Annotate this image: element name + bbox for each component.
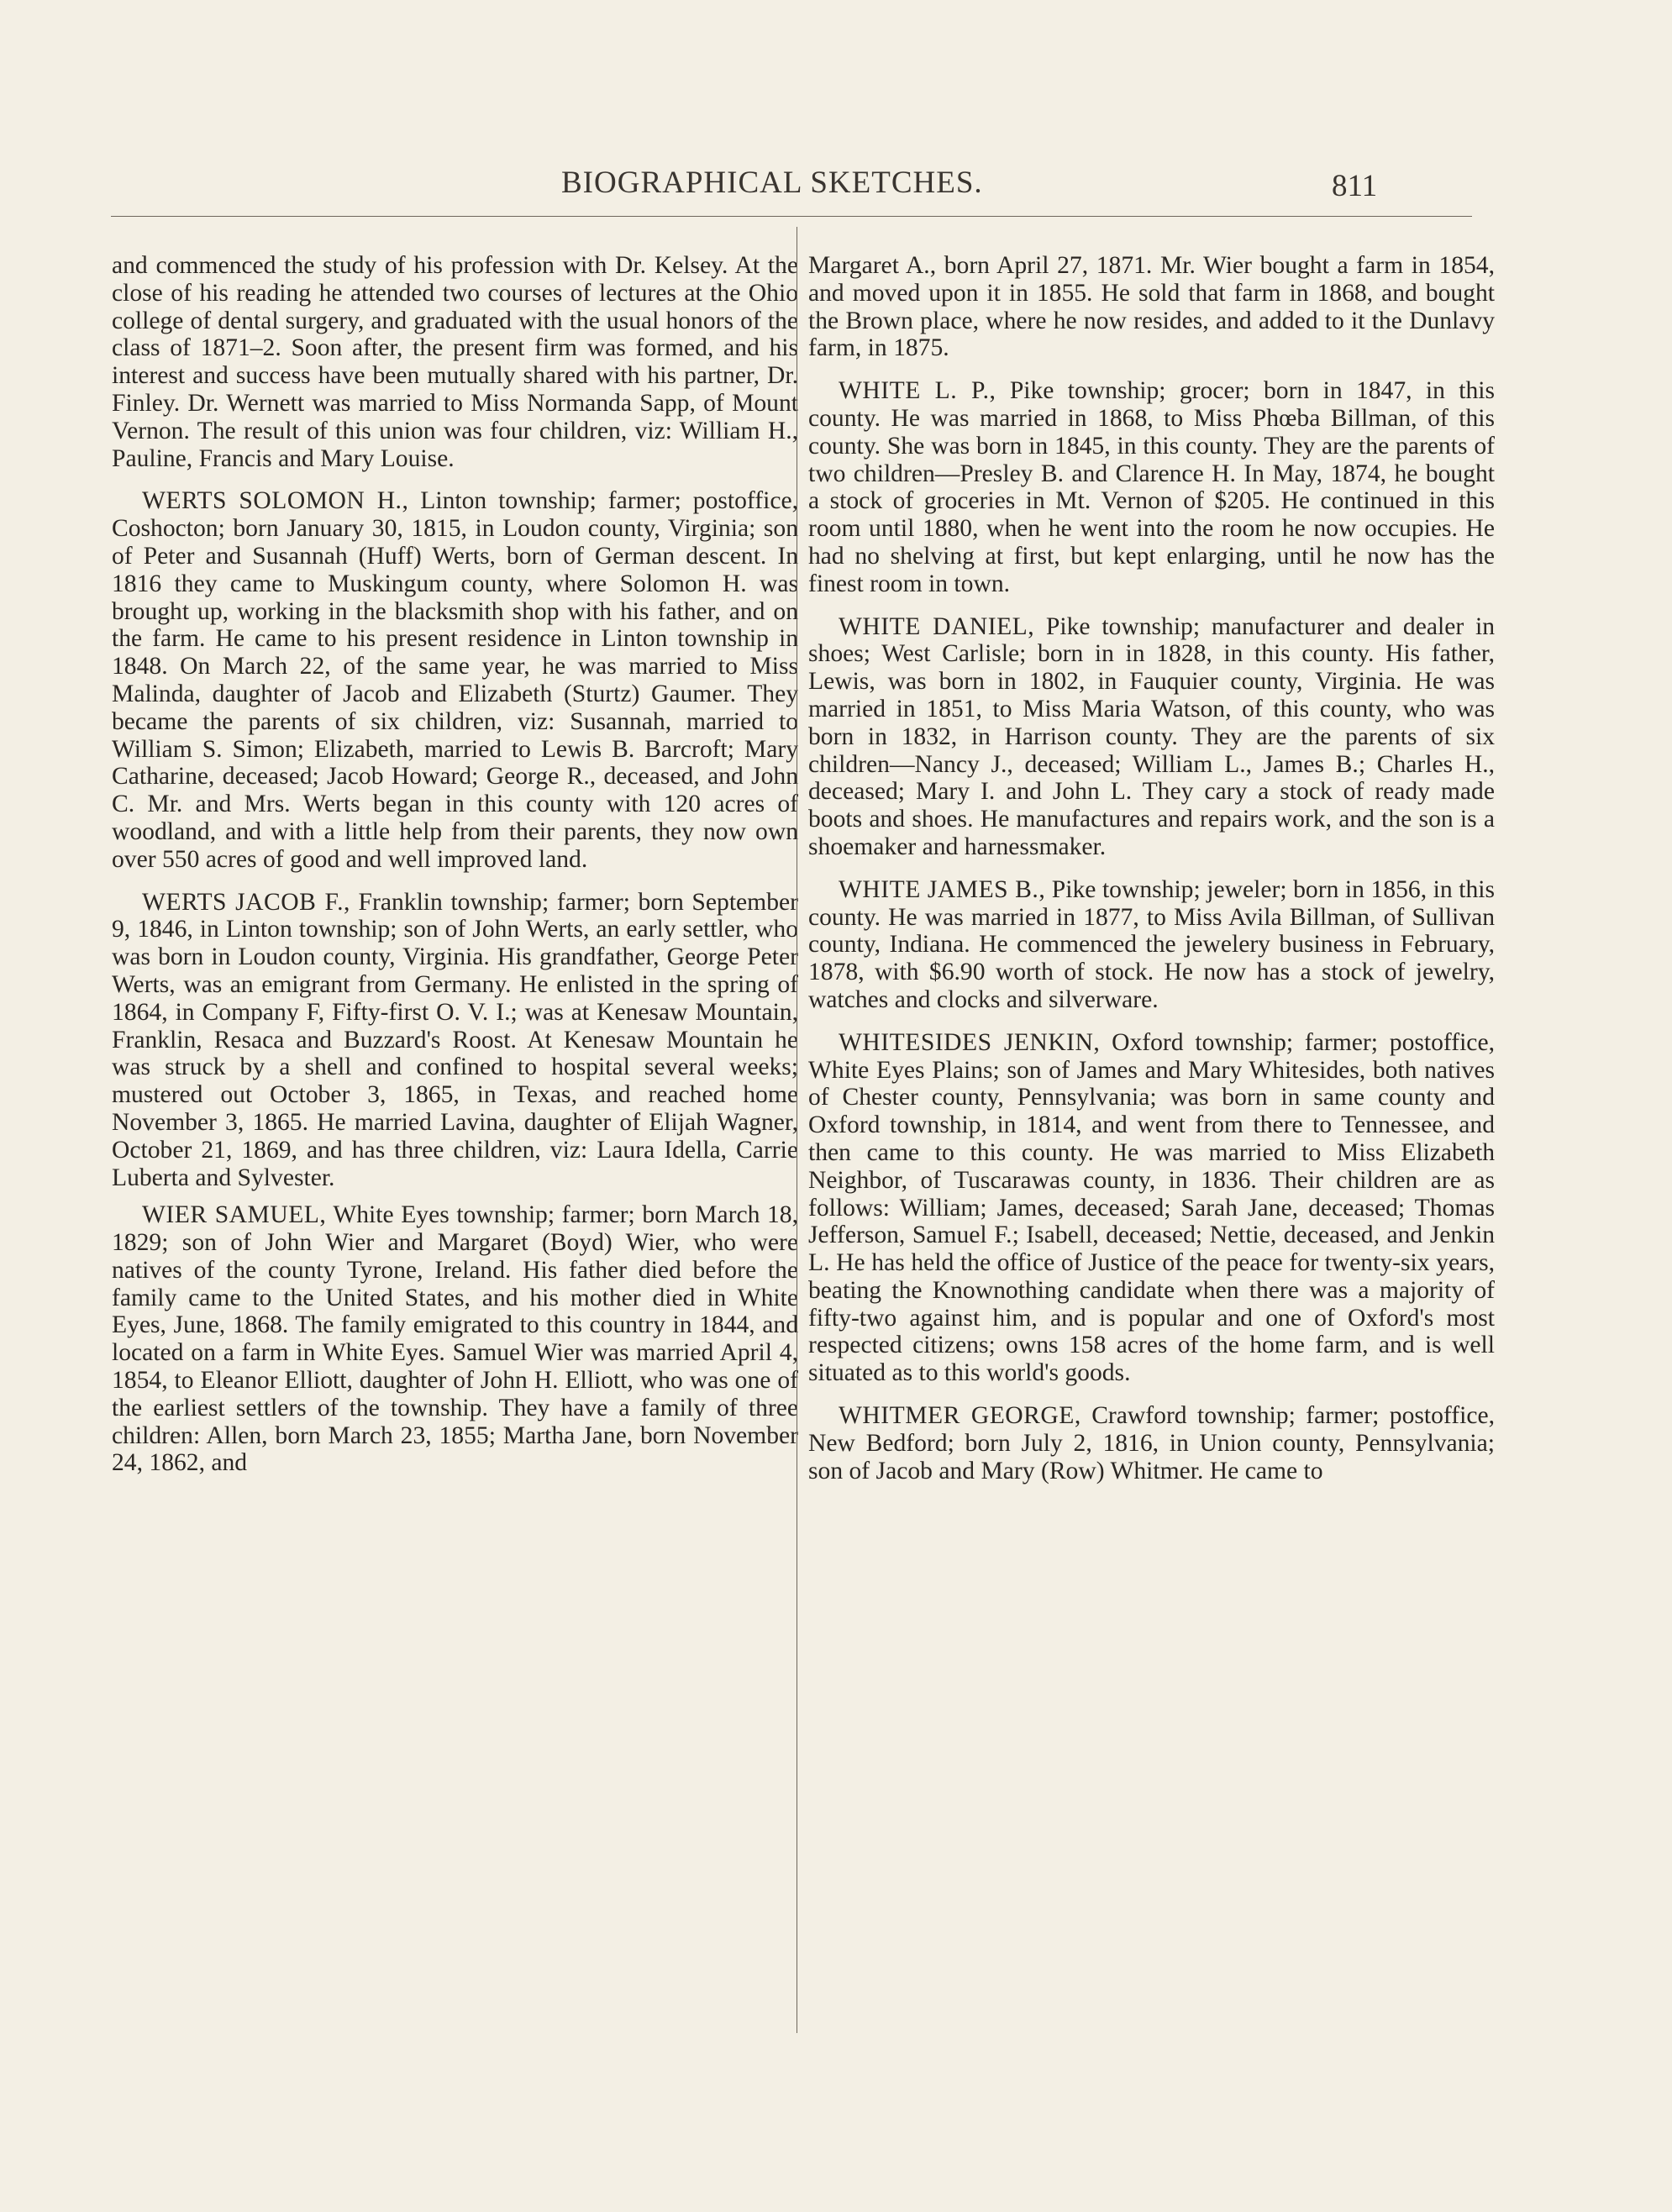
entry-white-lp: [808, 377, 1495, 597]
entry-text: Pike township; jeweler; born in 1856, in this county. He was married in 1877, to Miss Avila Billman, of Sullivan county, Indiana. He commenced the jewelery business in February, 1878, with $6.90 worth of stock. He now has a stock of jewelry, watches and clocks and silverware.: [808, 875, 1495, 1013]
entry-whitmer-george: [808, 1402, 1495, 1484]
paragraph-continuation: [112, 252, 798, 472]
entry-text: Pike township; manufacturer and dealer in shoes; West Carlisle; born in in 1828, in this county. His father, Lewis, was born in 1802, in Fauquier county, Virginia. He was married in 1851, to Miss Maria Watson, of this county, who was born in 1832, in Harrison county. They are the parents of six children—Nancy J., deceased; William L., James B.; Charles H., deceased; Mary I. and John L. They cary a stock of ready made boots and shoes. He manufactures and repairs work, and the son is a shoemaker and harnessmaker.: [808, 612, 1496, 860]
left-column: [112, 252, 798, 1477]
entry-name: WHITE JAMES B.,: [839, 875, 1046, 903]
entry-name: WERTS SOLOMON H.,: [142, 487, 409, 515]
entry-text: Oxford township; farmer; postoffice, White Eyes Plains; son of James and Mary Whitesides, both natives of Chester county, Pennsylvania; was born in same county and Oxford township, in 1814, and went from there to Tennessee, and then came to this county. He was married to Miss Elizabeth Neighbor, of Tuscarawas county, in 1836. Their children are as follows: William; James, deceased; Sarah Jane, deceased; Thomas Jefferson, Samuel F.; Isabell, deceased; Nettie, deceased, and Jenkin L. He has held the office of Justice of the peace for twenty-six years, beating the Knownothing candidate when there was a majority of fifty-two against him, and is popular and one of Oxford's most respected citizens; owns 158 acres of the home farm, and is well situated as to this world's goods.: [808, 1028, 1495, 1387]
entry-werts-jacob: [112, 889, 798, 1192]
page-number: 811: [1332, 169, 1378, 203]
running-title: BIOGRAPHICAL SKETCHES.: [561, 166, 983, 200]
entry-name: WHITMER GEORGE,: [839, 1402, 1081, 1430]
entry-white-james: [808, 876, 1495, 1014]
paragraph-continuation: [808, 252, 1495, 362]
entry-name: WHITE L. P.,: [839, 377, 996, 405]
header-rule: [111, 216, 1472, 217]
entry-name: WERTS JACOB F.,: [142, 888, 350, 916]
entry-text: Franklin township; farmer; born September 9, 1846, in Linton township; son of John Werts, an early settler, who was born in Loudon county, Virginia. His grandfather, George Peter Werts, was an emigrant from Germany. He enlisted in the spring of 1864, in Company F, Fifty-first O. V. I.; was at Kenesaw Mountain, Franklin, Resaca and Buzzard's Roost. At Kenesaw Mountain he was struck by a shell and confined to hospital several weeks; mustered out October 3, 1865, in Texas, and reached home November 3, 1865. He married Lavina, daughter of Elijah Wagner, October 21, 1869, and has three children, viz: Laura Idella, Carrie Luberta and Sylvester.: [112, 888, 798, 1191]
entry-whitesides-jenkin: [808, 1029, 1495, 1387]
entry-white-daniel: [808, 613, 1495, 861]
paragraph-text: Margaret A., born April 27, 1871. Mr. Wier bought a farm in 1854, and moved upon it in 1855. He sold that farm in 1868, and bought the Brown place, where he now resides, and added to it the Dunlavy farm, in 1875.: [808, 252, 1495, 362]
running-head: [0, 165, 1672, 207]
entry-text: Linton township; farmer; postoffice, Coshocton; born January 30, 1815, in Loudon county, Virginia; son of Peter and Susannah (Huff) Werts, born of German descent. In 1816 they came to Muskingum county, where Solomon H. was brought up, working in the blacksmith shop with his father, and on the farm. He came to his present residence in Linton township in 1848. On March 22, of the same year, he was married to Miss Malinda, daughter of Jacob and Elizabeth (Sturtz) Gaumer. They became the parents of six children, viz: Susannah, married to William S. Simon; Elizabeth, married to Lewis B. Barcroft; Mary Catharine, deceased; Jacob Howard; George R., deceased, and John C. Mr. and Mrs. Werts began in this county with 120 acres of woodland, and with a little help from their parents, they now own over 550 acres of good and well improved land.: [112, 487, 798, 873]
entry-text: Crawford township; farmer; postoffice, New Bedford; born July 2, 1816, in Union county, Pennsylvania; son of Jacob and Mary (Row) Whitmer. He came to: [808, 1402, 1495, 1484]
entry-name: WIER SAMUEL,: [142, 1201, 327, 1229]
right-column: [808, 252, 1495, 1484]
entry-wier-samuel: [112, 1201, 798, 1477]
entry-werts-solomon: [112, 487, 798, 873]
entry-text: White Eyes township; farmer; born March 18, 1829; son of John Wier and Margaret (Boyd) Wier, who were natives of the county Tyrone, Ireland. His father died before the family came to the United States, and his mother died in White Eyes, June, 1868. The family emigrated to this country in 1844, and located on a farm in White Eyes. Samuel Wier was married April 4, 1854, to Eleanor Elliott, daughter of John H. Elliott, who was one of the earliest settlers of the township. They have a family of three children: Allen, born March 23, 1855; Martha Jane, born November 24, 1862, and: [112, 1201, 798, 1477]
entry-name: WHITE DANIEL,: [839, 612, 1035, 640]
entry-name: WHITESIDES JENKIN,: [839, 1028, 1101, 1056]
entry-text: Pike township; grocer; born in 1847, in this county. He was married in 1868, to Miss Phœba Billman, of this county. She was born in 1845, in this county. They are the parents of two children—Presley B. and Clarence H. In May, 1874, he bought a stock of groceries in Mt. Vernon of $205. He continued in this room until 1880, when he went into the room he now occupies. He had no shelving at first, but kept enlarging, until he now has the finest room in town.: [808, 377, 1496, 597]
paragraph-text: and commenced the study of his profession with Dr. Kelsey. At the close of his reading he attended two courses of lectures at the Ohio college of dental surgery, and graduated with the usual honors of the class of 1871–2. Soon after, the present firm was formed, and his interest and success have been mutually shared with his partner, Dr. Finley. Dr. Wernett was married to Miss Normanda Sapp, of Mount Vernon. The result of this union was four children, viz: William H., Pauline, Francis and Mary Louise.: [112, 252, 798, 472]
